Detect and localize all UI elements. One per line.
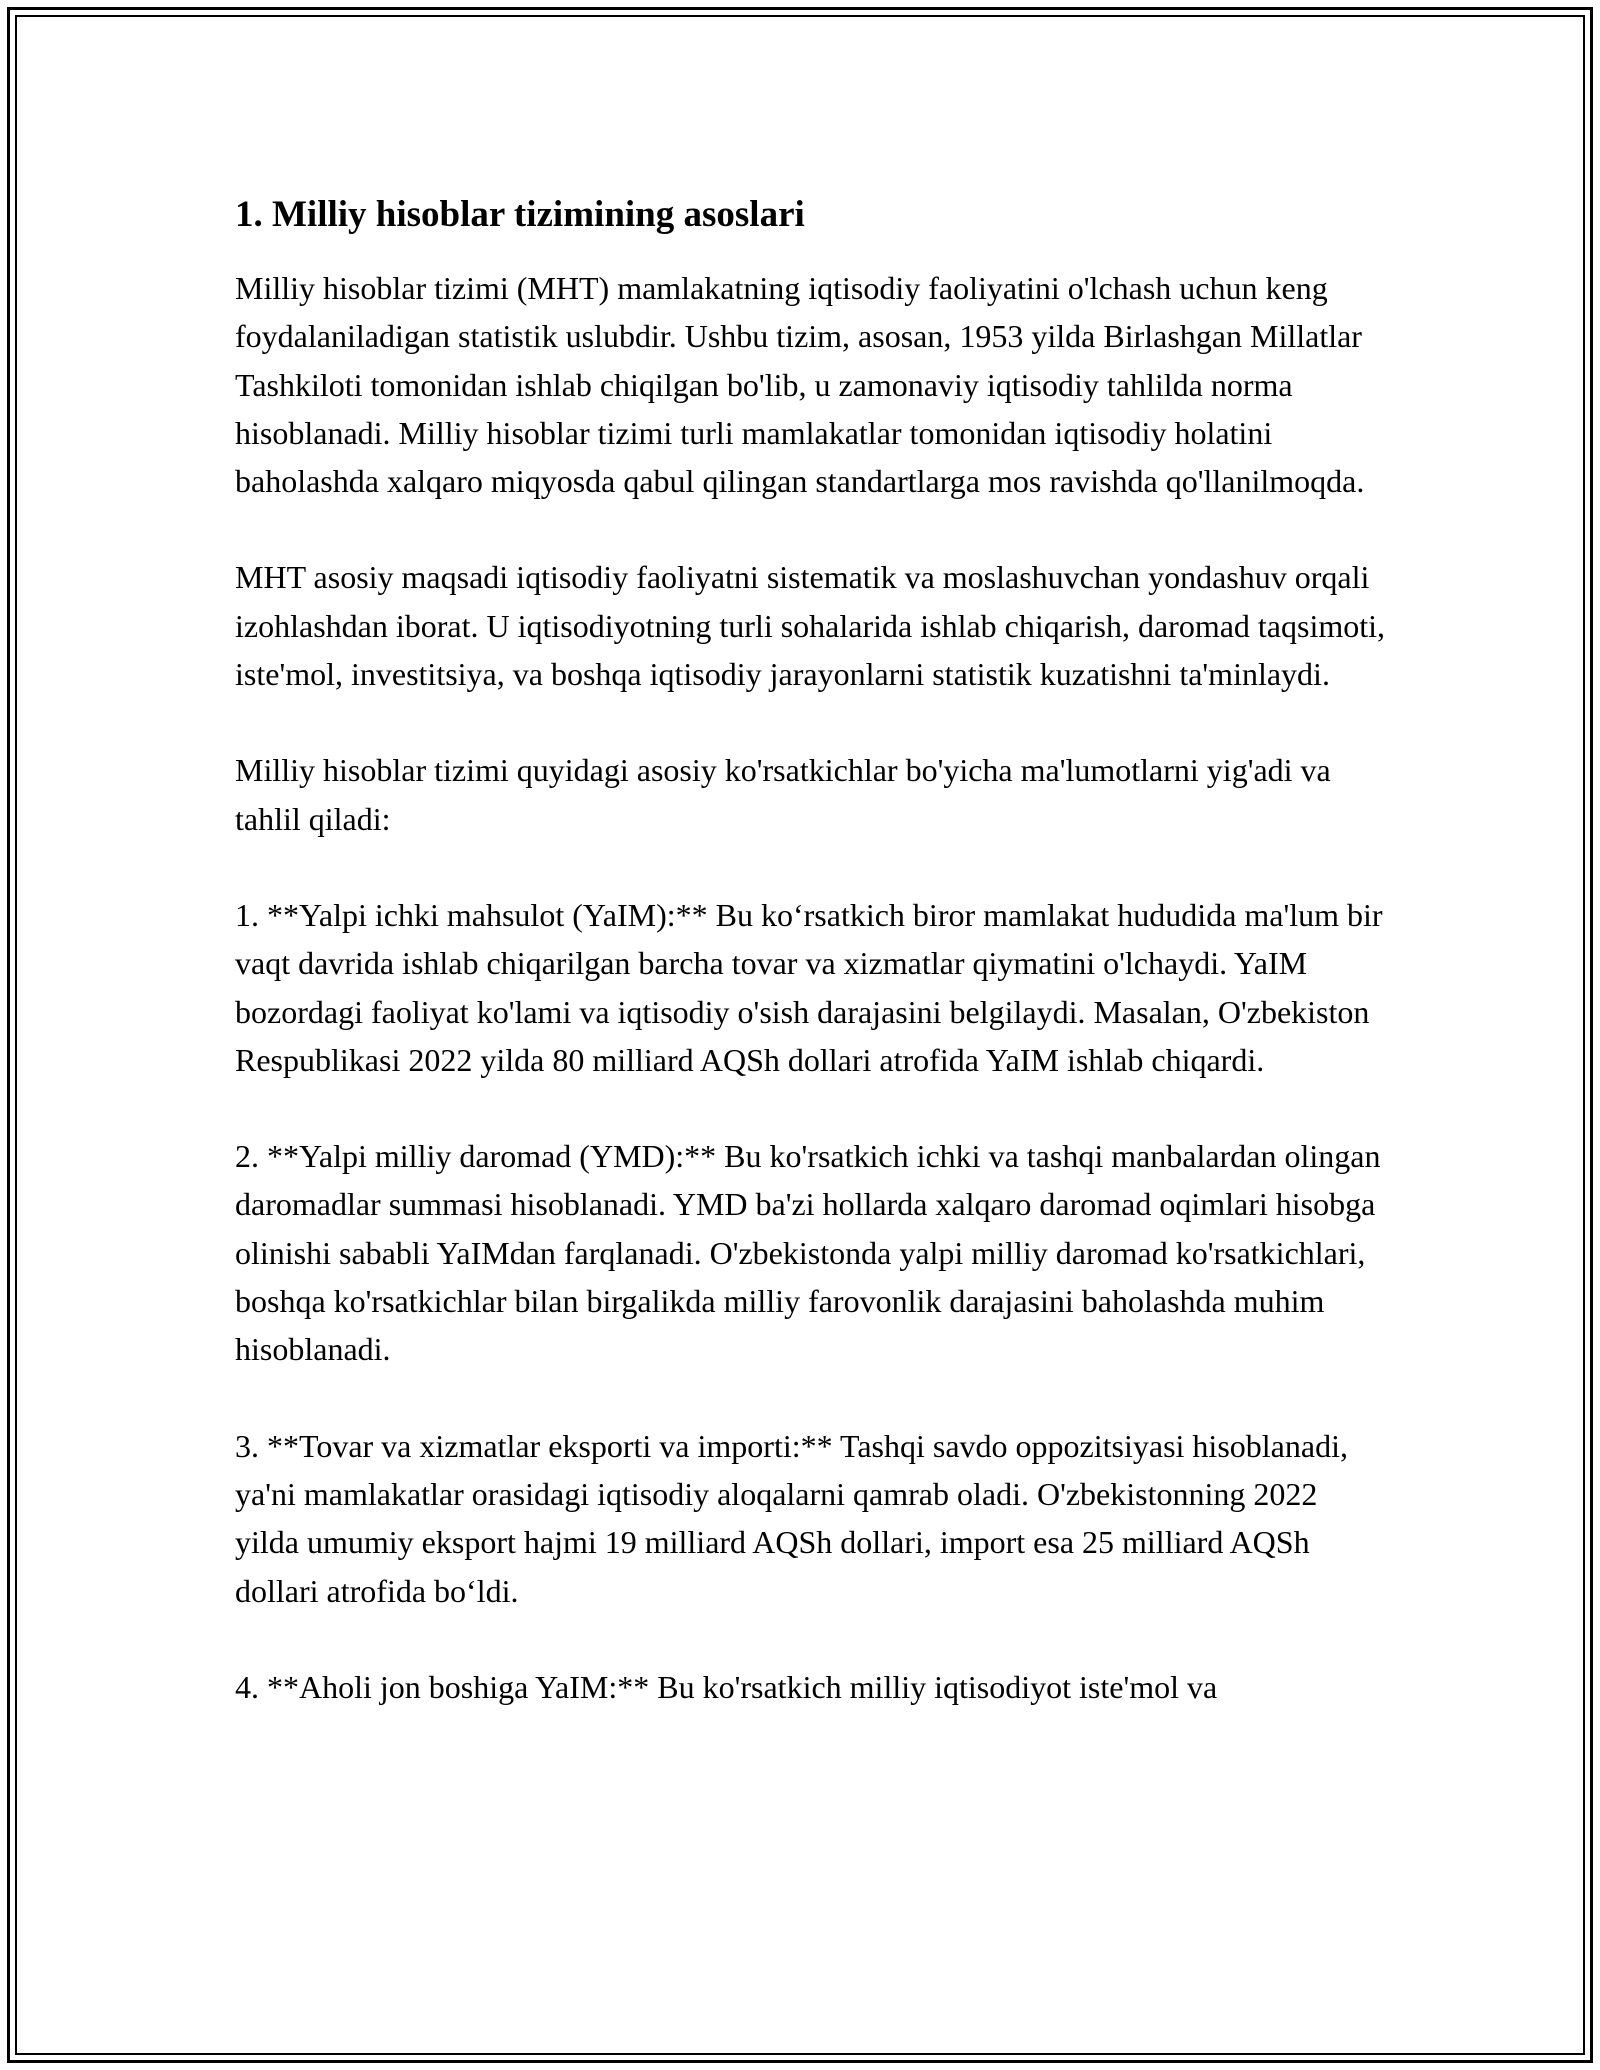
document-body	[235, 186, 1385, 1711]
section-heading: 1. Milliy hisoblar tizimining asoslari	[235, 194, 805, 235]
paragraph-indicators-intro: Milliy hisoblar tizimi quyidagi asosiy ko'rsatkichlar bo'yicha ma'lumotlarni yig'adi va tahlil qiladi:	[235, 752, 1331, 837]
paragraph-intro: Milliy hisoblar tizimi (MHT) mamlakatning iqtisodiy faoliyatini o'lchash uchun keng foydalaniladigan statistik uslubdir. Ushbu tizim, asosan, 1953 yilda Birlashgan Millatlar Tashkiloti tomonidan ishlab chiqilgan bo'lib, u zamonaviy iqtisodiy tahlilda norma hisoblanadi. Milliy hisoblar tizimi turli mamlakatlar tomonidan iqtisodiy holatini baholashda xalqaro miqyosda qabul qilingan standartlarga mos ravishda qo'llanilmoqda.	[235, 270, 1365, 500]
list-item-gdp: 1. **Yalpi ichki mahsulot (YaIM):** Bu ko‘rsatkich biror mamlakat hududida ma'lum bir vaqt davrida ishlab chiqarilgan barcha tovar va xizmatlar qiymatini o'lchaydi. YaIM bozordagi faoliyat ko'lami va iqtisodiy o'sish darajasini belgilaydi. Masalan, O'zbekiston Respublikasi 2022 yilda 80 milliard AQSh dollari atrofida YaIM ishlab chiqardi.	[235, 896, 1383, 1078]
list-item-gni: 2. **Yalpi milliy daromad (YMD):** Bu ko'rsatkich ichki va tashqi manbalardan olingan daromadlar summasi hisoblanadi. YMD ba'zi hollarda xalqaro daromad oqimlari hisobga olinishi sababli YaIMdan farqlanadi. O'zbekistonda yalpi milliy daromad ko'rsatkichlari, boshqa ko'rsatkichlar bilan birgalikda milliy farovonlik darajasini baholashda muhim hisoblanadi.	[235, 1138, 1381, 1368]
list-item-gdp-per-capita: 4. **Aholi jon boshiga YaIM:** Bu ko'rsatkich milliy iqtisodiyot iste'mol va	[235, 1668, 1218, 1705]
list-item-trade: 3. **Tovar va xizmatlar eksporti va importi:** Tashqi savdo oppozitsiyasi hisoblanadi, ya'ni mamlakatlar orasidagi iqtisodiy aloqalarni qamrab oladi. O'zbekistonning 2022 yilda umumiy eksport hajmi 19 milliard AQSh dollari, import esa 25 milliard AQSh dollari atrofida bo‘ldi.	[235, 1427, 1348, 1609]
paragraph-purpose: MHT asosiy maqsadi iqtisodiy faoliyatni sistematik va moslashuvchan yondashuv orqali izohlashdan iborat. U iqtisodiyotning turli sohalarida ishlab chiqarish, daromad taqsimoti, iste'mol, investitsiya, va boshqa iqtisodiy jarayonlarni statistik kuzatishni ta'minlaydi.	[235, 559, 1386, 693]
